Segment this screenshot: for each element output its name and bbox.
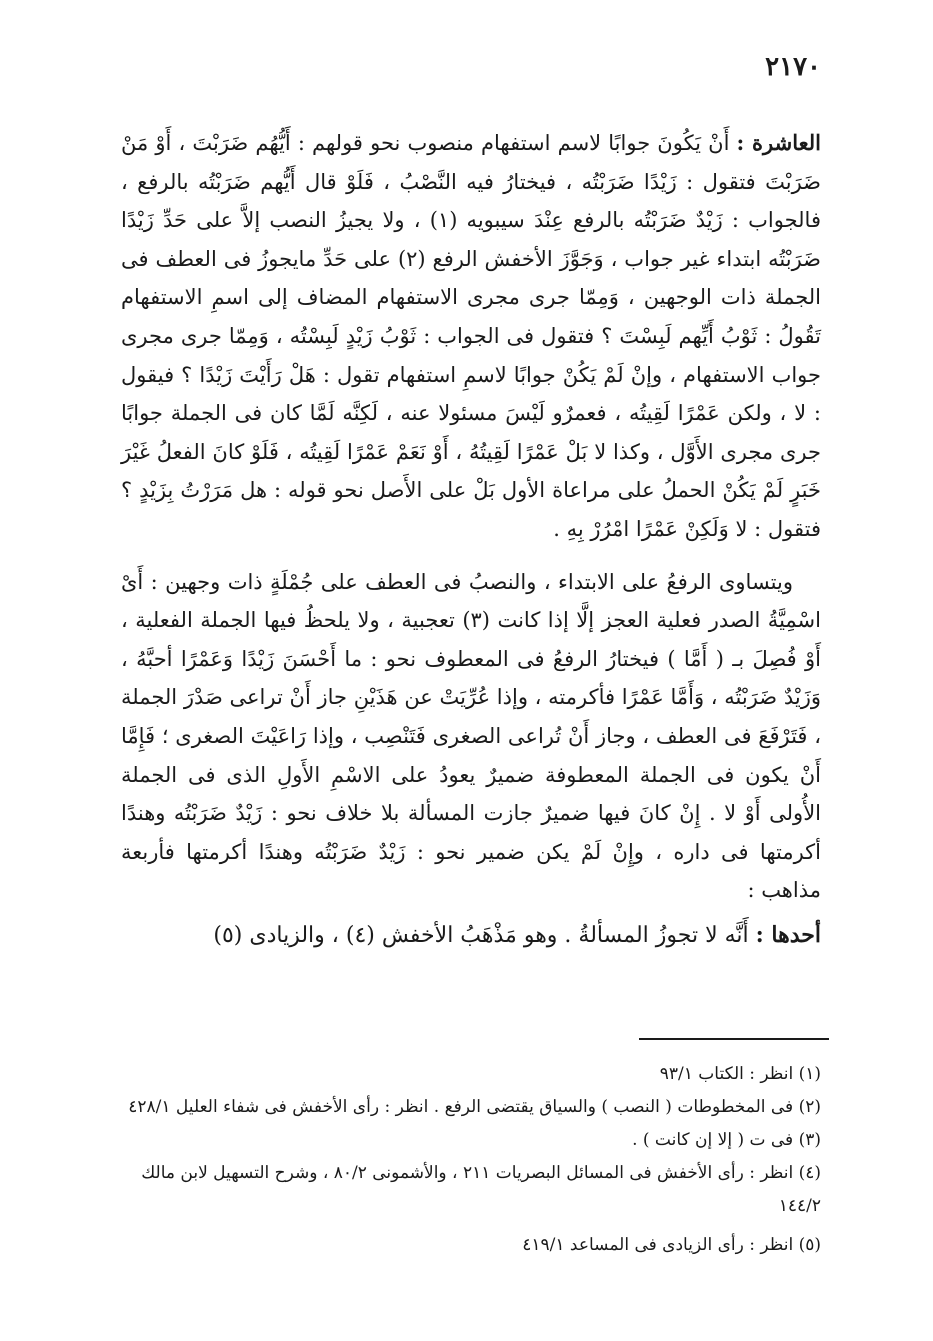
paragraph-2: ويتساوى الرفعُ على الابتداء ، والنصبُ فى العطف على جُمْلَةٍ ذات وجهين : أَىْ اسْمِيَّةُ الصدر فعلية العجز إلَّا إذا كانت (٣) تعجبية ، ولا يلحظُ فيها الجملة الفعلية ، أَوْ فُصِلَ بـ ( أَمَّا ) فيختارُ الرفعُ فى المعطوف نحو : ما أَحْسَنَ زَيْدًا وَعَمْرًا أحبَّهُ ، وَزَيْدٌ ضَرَبْتُه ، وَأَمَّا عَمْرًا فأكرمته ، وإذا عُرِّيَتْ عن هَذَيْنِ جاز أَنْ تراعى صَدْرَ الجملة ، فَتَرْفَعَ فى العطف ، وجاز أَنْ تُراعى الصغرى فَتَنْصِب ، وإذا رَاعَيْتَ الصغرى ؛ فَإِمَّا أَنْ يكون فى الجملة المعطوفة ضميرٌ يعودُ على الاسْمِ الأَولِ الذى فى الجملة الأُولى أَوْ لا . إِنْ كانَ فيها ضميرٌ جازت المسألة بلا خلاف نحو : زَيْدٌ ضَرَبْتُه وهندًا أكرمتها فى داره ، وإِنْ لَمْ يكن ضمير نحو : زَيْدٌ ضَرَبْتُه وهندًا أكرمتها فأربعة مذاهب :: [121, 569, 821, 903]
footnote-3: (٣) فى ت ( إلا إن كانت ) .: [632, 1130, 821, 1150]
paragraph-3: [121, 916, 821, 956]
paragraph-3-lead: أحدها :: [755, 921, 821, 948]
main-text: [121, 124, 821, 955]
footnote-1: (١) انظر : الكتاب ٩٣/١: [659, 1064, 821, 1084]
footnote-divider: [639, 1038, 829, 1040]
footnote-5: (٥) انظر : رأى الزيادى فى المساعد ٤١٩/١: [522, 1235, 821, 1255]
paragraph-3-text: أَنَّه لا تجوزُ المسألةُ . وهو مَذْهَبُ الأخفش (٤) ، والزيادى (٥): [213, 922, 749, 948]
footnote-2: (٢) فى المخطوطات ( النصب ) والسياق يقتضى الرفع . انظر : رأى الأخفش فى شفاء العليل ٤٢٨/١: [128, 1097, 821, 1117]
paragraph-1-lead: العاشرة :: [736, 130, 821, 155]
footnotes: [121, 1058, 821, 1262]
paragraph-1: [121, 124, 821, 549]
paragraph-1-text: أَنْ يَكُونَ جوابًا لاسم استفهام منصوب نحو قولهم : أَيُّهُم ضَرَبْتَ ، أَوْ مَنْ ضَرَبْتَ فتقول : زَيْدًا ضَرَبْتُه ، فيختارُ فيه النَّصْبُ ، فَلَوْ قال أَيُّهم ضَرَبْتُه بالرفع ، فالجواب : زَيْدٌ ضَرَبْتُه بالرفع عِنْدَ سيبويه (١) ، ولا يجيزُ النصب إلاَّ على حَدِّ زَيْدًا ضَرَبْتُه ابتداء غير جواب ، وَجَوَّزَ الأخفش الرفع (٢) على حَدِّ مايجوزُ فى العطف فى الجملة ذات الوجهين ، وَمِمّا جرى مجرى الاستفهام المضاف إلى اسمِ الاستفهام تَقُولُ : ثَوْبُ أَيِّهم لَبِسْتَ ؟ فتقول فى الجواب : ثَوْبُ زَيْدٍ لَبِسْتُه ، وَمِمّا جرى مجرى جواب الاستفهام ، وإنْ لَمْ يَكُنْ جوابًا لاسمِ استفهام تقول : هَلْ رَأَيْتَ زَيْدًا ؟ فيقول : لا ، ولكن عَمْرًا لَقِيتُه ، فعمرٌو لَيْسَ مسئولا عنه ، لَكِنَّه لَمَّا كان فى الجملة جوابًا جرى مجرى الأَوَّل ، وكذا لا بَلْ عَمْرًا لَقِيتُهُ ، أَوْ نَعَمْ عَمْرًا لَقِيتُه ، فَلَوْ كانَ الفعلُ غَيْرَ خَبَرٍ لَمْ يَكُنْ الحملُ على مراعاة الأول بَلْ على الأَصل نحو قوله : هل مَرَرْتُ بِزَيْدٍ ؟ فتقول : لا وَلَكِنْ عَمْرًا امْرُرْ بِهِ .: [121, 131, 822, 541]
footnote-4: (٤) انظر : رأى الأخفش فى المسائل البصريات ٢١١ ، والأشمونى ٨٠/٢ ، وشرح التسهيل لابن مالك ١٤٤/٢: [141, 1163, 821, 1216]
page-number: ٢١٧٠: [765, 52, 821, 82]
